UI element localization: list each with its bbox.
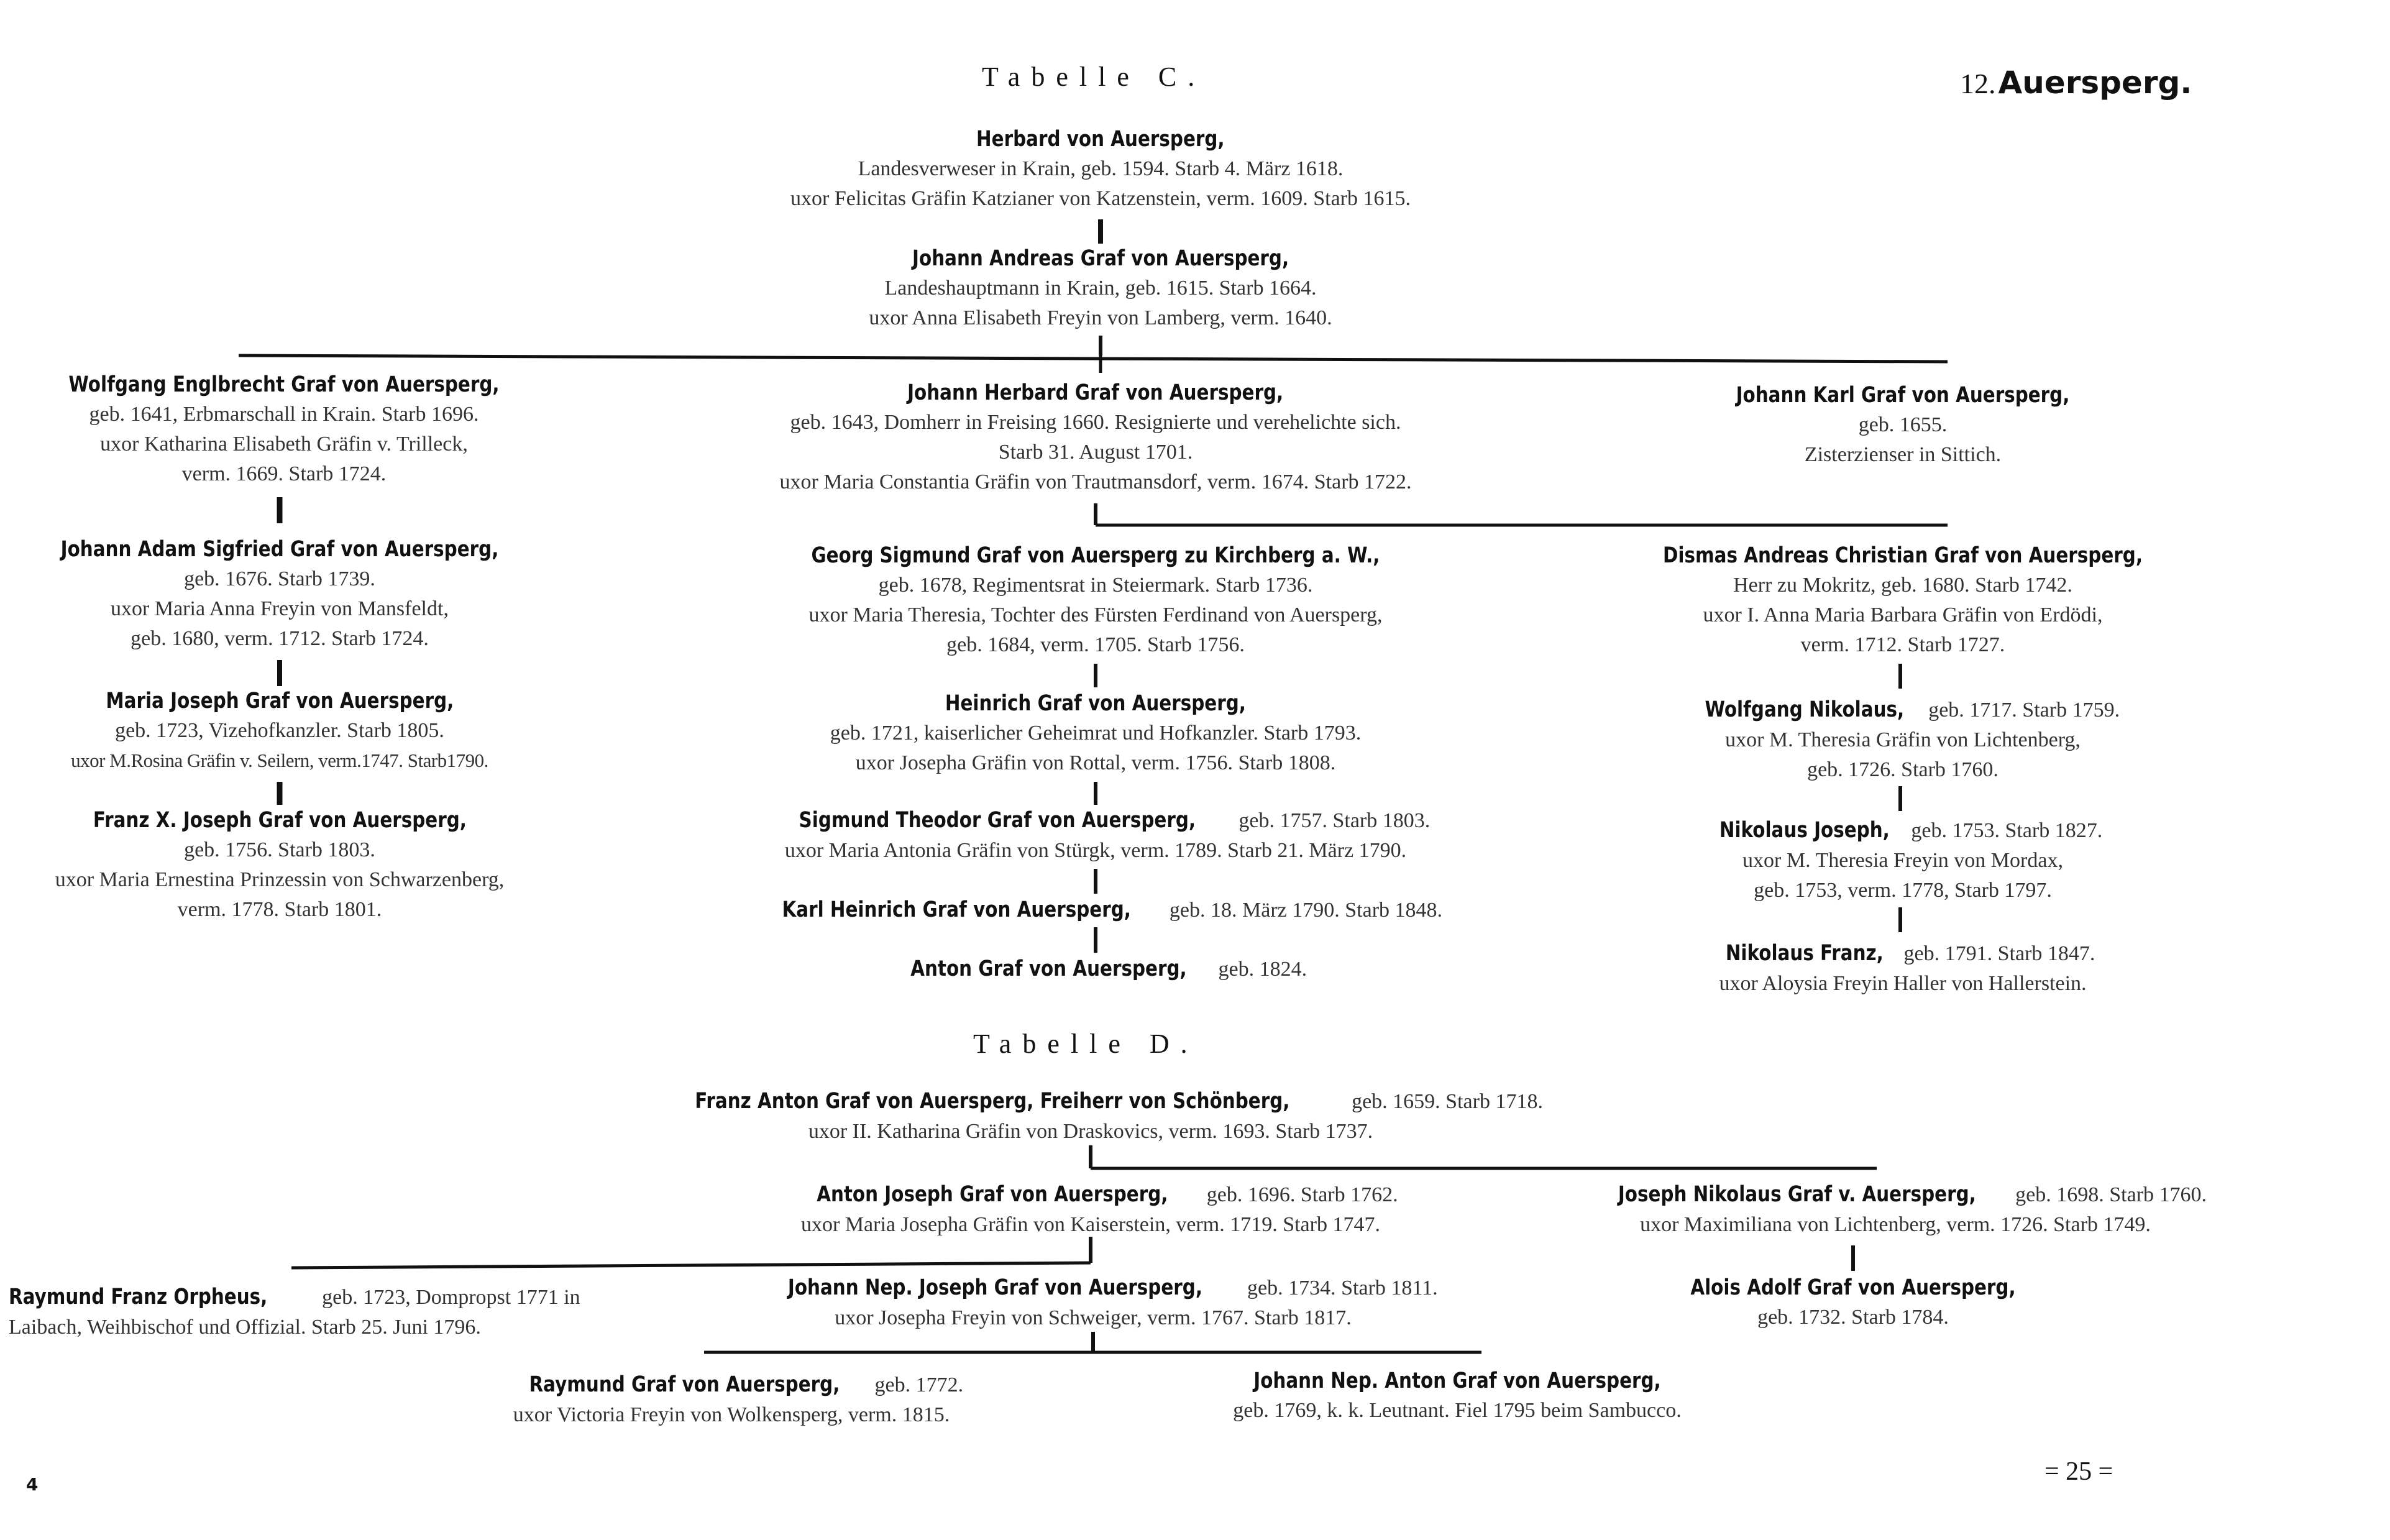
entry-heinrich	[830, 689, 1361, 778]
entry-line: uxor Aloysia Freyin Haller von Hallerstein.	[1719, 972, 2087, 995]
entry-inline: geb. 1696. Starb 1762.	[1201, 1183, 1398, 1206]
entry-inline: geb. 1753. Starb 1827.	[1905, 819, 2103, 842]
entry-head-line	[884, 954, 1307, 984]
person-name: Raymund Graf von Auersperg,	[529, 1372, 840, 1397]
entry-line: uxor Maximiliana von Lichtenberg, verm. 1726. Starb 1749.	[1640, 1213, 2151, 1236]
entry-line: Herr zu Mokritz, geb. 1680. Starb 1742.	[1733, 574, 2072, 597]
entry-line: geb. 1769, k. k. Leutnant. Fiel 1795 beim Sambucco.	[1233, 1399, 1682, 1422]
entry-wolfgang-englbrecht	[27, 370, 540, 489]
entry-inline: geb. 1717. Starb 1759.	[1923, 699, 2120, 722]
person-name: Heinrich Graf von Auersperg,	[945, 691, 1247, 716]
entry-head-line	[500, 1370, 963, 1400]
entry-line: geb. 1726. Starb 1760.	[1807, 758, 1999, 781]
entry-alois-adolf	[1660, 1273, 2047, 1332]
entry-line: uxor Maria Antonia Gräfin von Stürgk, verm. 1789. Starb 21. März 1790.	[784, 839, 1407, 862]
entry-inline: geb. 18. März 1790. Starb 1848.	[1164, 899, 1443, 922]
entry-herbard	[790, 124, 1411, 214]
entry-inline: geb. 1772.	[869, 1373, 964, 1396]
page-number: = 25 =	[2044, 1457, 2113, 1486]
entry-line: uxor Katharina Elisabeth Gräfin v. Trilleck,	[100, 433, 468, 456]
person-name: Sigmund Theodor Graf von Auersperg,	[799, 808, 1196, 833]
entry-johann-karl	[1704, 380, 2101, 470]
entry-line: geb. 1732. Starb 1784.	[1757, 1306, 1949, 1329]
entry-inline: geb. 1698. Starb 1760.	[2010, 1183, 2207, 1206]
person-name: Nikolaus Joseph,	[1719, 818, 1890, 843]
entry-anton	[884, 954, 1307, 984]
table-d-title: Tabelle D.	[973, 1029, 1199, 1059]
entry-line: geb. 1753, verm. 1778, Starb 1797.	[1754, 879, 2052, 902]
entry-line: verm. 1778. Starb 1801.	[177, 898, 382, 921]
entry-head-line	[749, 895, 1442, 925]
table-c-title: Tabelle C.	[982, 62, 1206, 92]
entry-line: uxor Josepha Freyin von Schweiger, verm. 1767. Starb 1817.	[835, 1306, 1352, 1329]
entry-line: uxor I. Anna Maria Barbara Gräfin von Erdödi,	[1703, 603, 2103, 626]
person-name: Anton Graf von Auersperg,	[910, 956, 1187, 981]
entry-johann-herbard	[779, 378, 1411, 497]
entry-line: uxor Victoria Freyin von Wolkensperg, verm. 1815.	[513, 1403, 950, 1426]
page-header	[1960, 65, 2192, 101]
entry-line: geb. 1678, Regimentsrat in Steiermark. Starb 1736.	[878, 574, 1313, 597]
entry-anton-joseph	[783, 1180, 1398, 1240]
entry-johann-adam	[19, 534, 541, 654]
entry-line: Laibach, Weihbischof und Offizial. Starb 25. Juni 1796.	[9, 1316, 481, 1339]
entry-line: Landesverweser in Krain, geb. 1594. Starb 4. März 1618.	[858, 157, 1344, 180]
entry-inline: geb. 1791. Starb 1847.	[1898, 942, 2095, 965]
entry-line: Zisterzienser in Sittich.	[1804, 443, 2002, 466]
entry-line: uxor Maria Ernestina Prinzessin von Schwarzenberg,	[55, 868, 505, 891]
person-name: Raymund Franz Orpheus,	[9, 1285, 268, 1309]
person-name: Wolfgang Nikolaus,	[1705, 697, 1905, 722]
person-name: Johann Herbard Graf von Auersperg,	[907, 380, 1284, 405]
entry-wolfgang-nikolaus	[1686, 695, 2120, 785]
entry-georg-sigmund	[757, 541, 1434, 660]
entry-line: verm. 1712. Starb 1727.	[1800, 633, 2005, 656]
person-name: Maria Joseph Graf von Auersperg,	[106, 689, 454, 713]
entry-karl-heinrich	[749, 895, 1442, 925]
entry-line: geb. 1676. Starb 1739.	[184, 567, 375, 590]
entry-inline: geb. 1757. Starb 1803.	[1233, 809, 1431, 832]
person-name: Georg Sigmund Graf von Auersperg zu Kirchberg a. W.,	[811, 543, 1380, 568]
entry-johann-nep-anton	[1215, 1366, 1700, 1426]
entry-head-line	[1703, 815, 2103, 846]
corner-mark: 4	[26, 1474, 39, 1495]
person-name: Karl Heinrich Graf von Auersperg,	[782, 897, 1131, 922]
entry-head-line	[9, 1282, 580, 1313]
entry-sigmund-theodor	[761, 805, 1431, 866]
entry-inline: geb. 1734. Starb 1811.	[1242, 1276, 1438, 1299]
entry-inline: geb. 1659. Starb 1718.	[1346, 1090, 1543, 1113]
entry-line: geb. 1684, verm. 1705. Starb 1756.	[946, 633, 1245, 656]
person-name: Johann Nep. Anton Graf von Auersperg,	[1253, 1368, 1661, 1393]
entry-head-line	[638, 1086, 1543, 1117]
person-name: Johann Nep. Joseph Graf von Auersperg,	[787, 1275, 1203, 1300]
entry-line: uxor Maria Josepha Gräfin von Kaiserstein, verm. 1719. Starb 1747.	[801, 1213, 1380, 1236]
page-header-number: 12.	[1960, 68, 1996, 99]
entry-line: uxor II. Katharina Gräfin von Draskovics, verm. 1693. Starb 1737.	[808, 1120, 1373, 1143]
page-header-family: Auersperg.	[1998, 65, 2192, 101]
entry-raymund-franz	[9, 1282, 580, 1342]
person-name: Wolfgang Englbrecht Graf von Auersperg,	[68, 372, 500, 397]
person-name: Johann Karl Graf von Auersperg,	[1736, 383, 2070, 408]
entry-dismas	[1617, 541, 2188, 660]
entry-line: uxor Maria Constantia Gräfin von Trautmansdorf, verm. 1674. Starb 1722.	[779, 470, 1412, 493]
person-name: Alois Adolf Graf von Auersperg,	[1690, 1275, 2016, 1300]
entry-franz-anton	[638, 1086, 1543, 1147]
entry-line: geb. 1655.	[1858, 413, 1948, 436]
entry-line: uxor Maria Theresia, Tochter des Fürsten Ferdinand von Auersperg,	[808, 603, 1383, 626]
person-name: Johann Andreas Graf von Auersperg,	[912, 246, 1289, 271]
entry-head-line	[1686, 695, 2120, 725]
entry-head-line	[1711, 938, 2095, 969]
entry-line: uxor M. Theresia Freyin von Mordax,	[1742, 849, 2063, 872]
person-name: Franz Anton Graf von Auersperg, Freiherr von Schönberg,	[695, 1089, 1290, 1114]
entry-line: geb. 1641, Erbmarschall in Krain. Starb 1696.	[89, 403, 479, 426]
person-name: Herbard von Auersperg,	[976, 127, 1225, 152]
entry-line: geb. 1723, Vizehofkanzler. Starb 1805.	[115, 719, 444, 742]
entry-inline: geb. 1723, Dompropst 1771 in	[316, 1286, 580, 1309]
entry-line: Starb 31. August 1701.	[998, 441, 1193, 464]
entry-line: Landeshauptmann in Krain, geb. 1615. Starb 1664.	[884, 277, 1317, 300]
entry-line: geb. 1756. Starb 1803.	[184, 838, 375, 861]
person-name: Anton Joseph Graf von Auersperg,	[817, 1182, 1168, 1207]
entry-line: geb. 1643, Domherr in Freising 1660. Resignierte und verehelichte sich.	[790, 411, 1401, 434]
entry-johann-nep-joseph	[748, 1273, 1437, 1333]
entry-franz-x-joseph	[55, 805, 505, 925]
person-name: Franz X. Joseph Graf von Auersperg,	[93, 808, 467, 833]
entry-nikolaus-franz	[1711, 938, 2095, 999]
tree-line	[291, 1263, 1091, 1268]
tree-line	[239, 355, 1948, 362]
entry-line: uxor Felicitas Gräfin Katzianer von Katzenstein, verm. 1609. Starb 1615.	[790, 187, 1411, 210]
entry-line: geb. 1721, kaiserlicher Geheimrat und Hofkanzler. Starb 1793.	[830, 722, 1362, 745]
entry-raymund	[500, 1370, 963, 1430]
entry-head-line	[1584, 1180, 2207, 1210]
person-name: Dismas Andreas Christian Graf von Auersperg,	[1663, 543, 2143, 568]
entry-inline: geb. 1824.	[1213, 958, 1307, 981]
entry-line: verm. 1669. Starb 1724.	[181, 462, 387, 485]
entry-line: uxor M.Rosina Gräfin v. Seilern, verm.1747. Starb1790.	[71, 749, 488, 771]
entry-line: uxor M. Theresia Gräfin von Lichtenberg,	[1725, 728, 2081, 751]
entry-line: geb. 1680, verm. 1712. Starb 1724.	[130, 627, 429, 650]
entry-joseph-nikolaus	[1584, 1180, 2207, 1240]
entry-johann-andreas	[869, 244, 1332, 333]
entry-nikolaus-joseph	[1703, 815, 2103, 905]
entry-head-line	[748, 1273, 1437, 1303]
entry-head-line	[783, 1180, 1398, 1210]
entry-head-line	[761, 805, 1431, 836]
entry-line: uxor Josepha Gräfin von Rottal, verm. 1756. Starb 1808.	[855, 751, 1336, 774]
entry-maria-joseph	[71, 686, 488, 776]
person-name: Joseph Nikolaus Graf v. Auersperg,	[1618, 1182, 1976, 1207]
person-name: Nikolaus Franz,	[1725, 941, 1884, 966]
person-name: Johann Adam Sigfried Graf von Auersperg,	[60, 537, 499, 562]
entry-line: uxor Maria Anna Freyin von Mansfeldt,	[111, 597, 449, 620]
entry-line: uxor Anna Elisabeth Freyin von Lamberg, verm. 1640.	[869, 306, 1332, 329]
